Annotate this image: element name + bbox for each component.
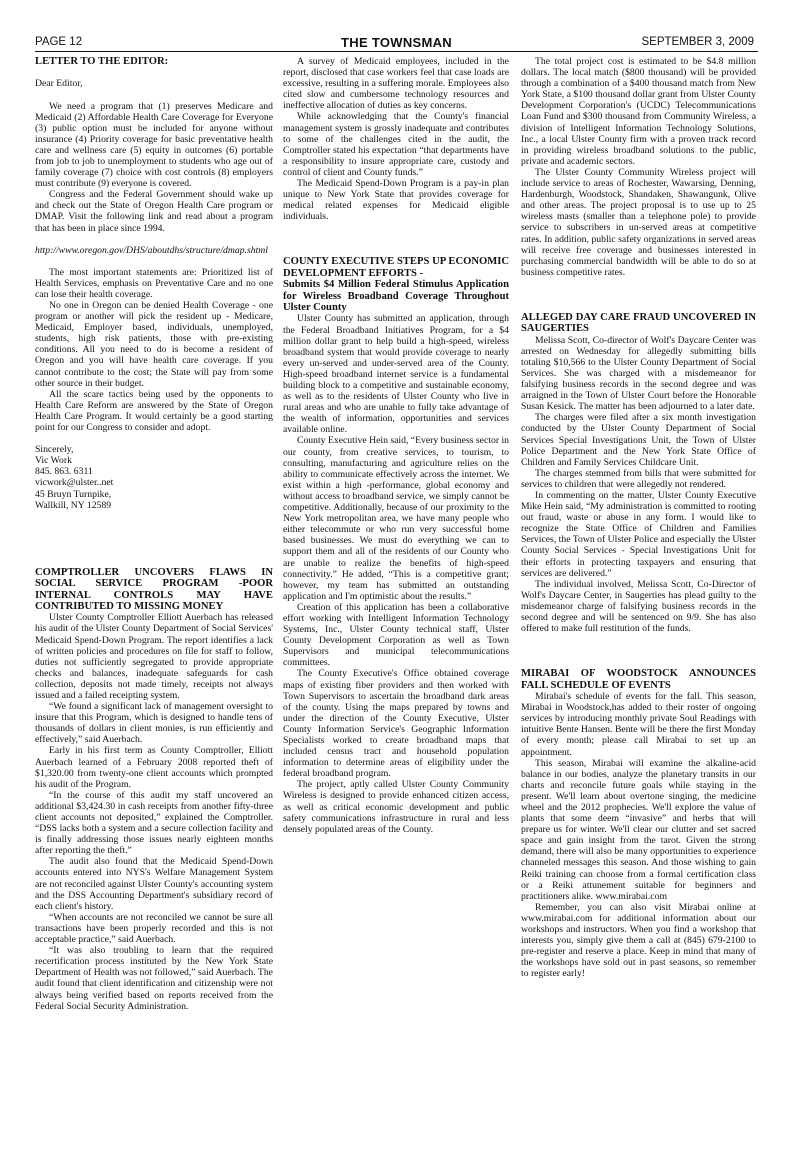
oregon-link[interactable]: http://www.oregon.gov/DHS/aboutdhs/structure/dmap.shtml [35, 244, 268, 256]
mirabai-headline: MIRABAI OF WOODSTOCK ANNOUNCES FALL SCHEDULE OF EVENTS [521, 668, 756, 691]
comptroller-headline: COMPTROLLER UNCOVERS FLAWS IN SOCIAL SERVICE PROGRAM -POOR INTERNAL CONTROLS MAY HAVE CONTRIBUTED TO MISSING MONEY [35, 566, 273, 612]
header-rule [35, 51, 758, 52]
article-paragraph: “In the course of this audit my staff uncovered an additional $3,424.30 in cash receipts from another fifty-three client accounts not deposited,” explained the Comptroller. “DSS lacks both a system and a secure collection facility and is finally addressing those issues nearly eighteen months after reporting the theft.” [35, 789, 273, 857]
article-paragraph: “We found a significant lack of management oversight to insure that this Program, which is designed to handle tens of thousands of dollars in client monies, is run efficiently and effectively,” said Auerbach. [35, 701, 273, 746]
article-paragraph: The total project cost is estimated to be $4.8 million dollars. The local match ($800 thousand) will be provided through a combination of a $400 thousand match from New York State, a $100 thousand dollar grant from Ulster County Development Corporation's (UCDC) Telecommunications Loan Fund and $300 thousand from Community Wireless, a division of Intelligent Information Technology Solutions, Inc., a local Ulster County firm with a proven track record in providing wireless broadband solutions to the public, private and academic sectors. [521, 56, 756, 167]
article-paragraph: Mirabai's schedule of events for the fall. This season, Mirabai in Woodstock,has added to their roster of ongoing services by introducing monthly private Soul Readings with intuitive Bente Hansen. Bente will be there the first Monday of every month; please call Mirabai to set up an appointment. [521, 691, 756, 758]
letter-city: Wallkill, NY 12589 [35, 499, 112, 511]
broadband-headline: COUNTY EXECUTIVE STEPS UP ECONOMIC DEVELOPMENT EFFORTS - [283, 256, 509, 279]
article-paragraph: The individual involved, Melissa Scott, Co-Director of Wolf's Daycare Center, in Saugerties has plead guilty to the misdemeanor charge of falsifying business records in the second degree and will be sentenced on 9/9. She has also offered to make full restitution of the funds. [521, 578, 756, 635]
letter-paragraph: We need a program that (1) preserves Medicare and Medicaid (2) Affordable Health Care Coverage for Everyone (3) public option must be included for anyone without insurance (4) Priority coverage for basic preventative health care and wellness care (5) equity in outcomes (6) portable from job to job to unemployment to students who age out of family coverage (7) choice with cost controls (8) employers must contribute (9) everyone is covered. [35, 100, 273, 190]
letter-paragraph: The most important statements are: Prioritized list of Health Services, emphasis on Preventative Care and no one can lose their health coverage. [35, 266, 273, 300]
article-paragraph: Early in his first term as County Comptroller, Elliott Auerbach learned of a February 2008 reported theft of $1,320.00 from twenty-one client accounts which prompted his audit of the Program. [35, 745, 273, 790]
article-paragraph: The Ulster County Community Wireless project will include service to areas of Rochester, Wawarsing, Denning, Hardenburgh, Woodstock, Shandaken, Shawangunk, Olive and other areas. The project proposal is to use up to 25 wireless masts (smaller than a telephone pole) to provide service to subscribers in un-served areas at competitive rates. In addition, public safety organizations in served areas will receive free coverage and businesses interested in purchasing commercial bandwidth will be able to do so at business competitive rates. [521, 166, 756, 278]
page-header [35, 36, 758, 50]
article-paragraph: While acknowledging that the County's financial management system is grossly inadequate and contributes to some of the challenges cited in the audit, the Comptroller stated his expectation “that departments have a responsibility to insure appropriate care, custody and control of client and County funds.” [283, 111, 509, 178]
column-3 [521, 56, 756, 979]
page-number: PAGE 12 [35, 36, 83, 48]
column-2 [283, 56, 509, 835]
article-paragraph: “It was also troubling to learn that the required recertification process instituted by the New York State Department of Health was not followed,” said Auerbach. The audit found that client identification and citizenship were not always being verified based on reports received from the Federal Social Security Administration. [35, 945, 273, 1012]
letter-headline: LETTER TO THE EDITOR: [35, 56, 169, 67]
article-paragraph: “When accounts are not reconciled we cannot be sure all transactions have been properly recorded and this is not acceptable practice,” said Auerbach. [35, 911, 273, 946]
letter-paragraph: No one in Oregon can be denied Health Coverage - one program or another will pick the resident up - Medicare, Medicaid, Employer based, individuals, unemployed, students, high risk patients, those with pre-existing conditions. All you need to do is become a resident of Oregon and you will have health care coverage. If you cannot contribute to the cost; the State will pay from some other source in their budget. [35, 300, 273, 389]
article-paragraph: The charges stemmed from bills that were submitted for services to children that were allegedly not rendered. [521, 467, 756, 490]
issue-date: SEPTEMBER 3, 2009 [641, 36, 754, 48]
article-paragraph: The audit also found that the Medicaid Spend-Down accounts entered into NYS's Welfare Management System are not reconciled against Ulster County's accounting system and the DSS Accounting Department's subsidiary record of each client's history. [35, 856, 273, 912]
article-paragraph: The project, aptly called Ulster County Community Wireless is designed to provide enhanced citizen access, as well as critical economic development and public safety communications infrastructure in rural and less densely populated areas of the County. [283, 779, 509, 835]
letter-paragraph: Congress and the Federal Government should wake up and check out the State of Oregon Health Care program or DMAP. Visit the following link and read about a program that has been in place since 1994. [35, 189, 273, 234]
article-paragraph: Ulster County Comptroller Elliott Auerbach has released his audit of the Ulster County Department of Social Services' Medicaid Spend-Down Program. The report identifies a lack of written policies and procedures on file for staff to follow, duties not sufficiently segregated to provide appropriate checks and balances, inadequate safeguards for cash collection, deposits not made timely, receipts not always issued and a failed receipting system. [35, 612, 273, 701]
article-paragraph: A survey of Medicaid employees, included in the report, disclosed that case workers feel that case loads are excessive, resulting in a suffering morale. Employees also cited slow and cumbersome technology resources and ineffective allocation of duties as key concerns. [283, 56, 509, 112]
article-paragraph: County Executive Hein said, “Every business sector in our county, from creative services, to tourism, to consulting, manufacturing and agriculture relies on the ability to communicate effectively across the internet. We exist within a high -performance, global economy and without access to broadband service, we simply cannot be competitive. Additionally, because of our proximity to the New York metropolitan area, we have many people who either telecommute or who run very successful home based businesses. We must do everything we can to support them and all of the residents of our County who are unable to realize the benefits of high-speed connectivity.” He added, “This is a competitive grant; however, my team has submitted an outstanding application and I'm optimistic about the results.” [283, 435, 509, 602]
letter-email: vicwork@ulster..net [35, 477, 114, 489]
letter-street: 45 Bruyn Turnpike, [35, 488, 112, 500]
column-1 [35, 56, 273, 1012]
letter-paragraph: All the scare tactics being used by the opponents to Health Care Reform are answered by the State of Oregon Health Care Program. It would certainly be a good starting point for our Congress to consider and adopt. [35, 388, 273, 434]
article-paragraph: Ulster County has submitted an application, through the Federal Broadband Initiatives Program, for a $4 million dollar grant to help build a high-speed, wireless broadband system that would provide coverage to nearly every un-served and under-served area of the County. High-speed broadband internet service is a fundamental building block to a competitive and sustainable economy, as well as to the residents of Ulster County who live in rural areas and who are unable to fully take advantage of the wealth of information, opportunities and services available online. [283, 313, 509, 436]
article-paragraph: The charges were filed after a six month investigation conducted by the Ulster County Department of Social Services Special Investigations Unit, the Town of Ulster Police Department and the New York State Office of Children and Family Services Childcare Unit. [521, 412, 756, 468]
letter-phone: 845. 863. 6311 [35, 466, 93, 478]
article-paragraph: The County Executive's Office obtained coverage maps of existing fiber providers and then worked with Town Supervisors to ascertain the broadband dark areas of the county. Using the maps prepared by towns and under the direction of the County Executive, Ulster County Information Service's Geographic Information Specialists worked to create broadband maps that included census tract and household population information to determine areas of eligibility under the federal broadband program. [283, 668, 509, 780]
letter-signature-name: Vic Work [35, 455, 72, 467]
newspaper-title: THE TOWNSMAN [341, 35, 452, 50]
article-paragraph: Melissa Scott, Co-director of Wolf's Daycare Center was arrested on Wednesday for allegedly submitting bills totaling $10,566 to the Ulster County Department of Social Services. She was charged with a misdemeanor for falsifying business records in the second degree and was arraigned in the Town of Ulster Court before the Honorable Susan Kesick. The matter has been adjourned to a later date. [521, 334, 756, 413]
article-paragraph: Creation of this application has been a collaborative effort working with Intelligent Information Technology Systems, Inc., Ulster County technical staff, Ulster County Development Corporation as well as Town Supervisors and municipal telecommunications committees. [283, 601, 509, 669]
article-paragraph: In commenting on the matter, Ulster County Executive Mike Hein said, “My administration is committed to rooting out fraud, waste or abuse in any form. I would like to recognize the State Office of Children and Families Services, the Town of Ulster Police and especially the Ulster County Social Services - Special Investigations Unit for their efforts in protecting taxpayers and ensuring that services are delivered.” [521, 490, 756, 579]
article-paragraph: The Medicaid Spend-Down Program is a pay-in plan unique to New York State that provides coverage for medical related expenses for Medicaid eligible individuals. [283, 178, 509, 223]
broadband-subhead: Submits $4 Million Federal Stimulus Application for Wireless Broadband Coverage Throughout Ulster County [283, 279, 509, 314]
article-paragraph: This season, Mirabai will examine the alkaline-acid balance in our bodies, analyze the planetary transits in our charts and reconcile future goals while staying in the present. We'll learn about overtone singing, the medicine wheel and the 2012 prophecies. We'll explore the value of plants that some deem “invasive” and herbs that will prepare us for winter. We'll clear our clutter and set sacred space and gain insight from the tarot. Given the strong demand, there will also be many opportunities to experience channeled messages this season. And those wishing to gain Reiki training can choose from a formal certification class or a Reiki attunement suitable for beginners and practitioners alike. www.mirabai.com [521, 757, 756, 902]
letter-salutation: Dear Editor, [35, 78, 83, 90]
daycare-headline: ALLEGED DAY CARE FRAUD UNCOVERED IN SAUGERTIES [521, 311, 756, 335]
article-paragraph: Remember, you can also visit Mirabai online at www.mirabai.com for additional information about our workshops and instructors. When you find a workshop that interests you, simply give them a call at (845) 679-2100 to pre-register and reserve a place. Keep in mind that many of the workshops have sold out in past seasons, so remember to register early! [521, 901, 756, 980]
letter-closing: Sincerely, [35, 444, 74, 456]
